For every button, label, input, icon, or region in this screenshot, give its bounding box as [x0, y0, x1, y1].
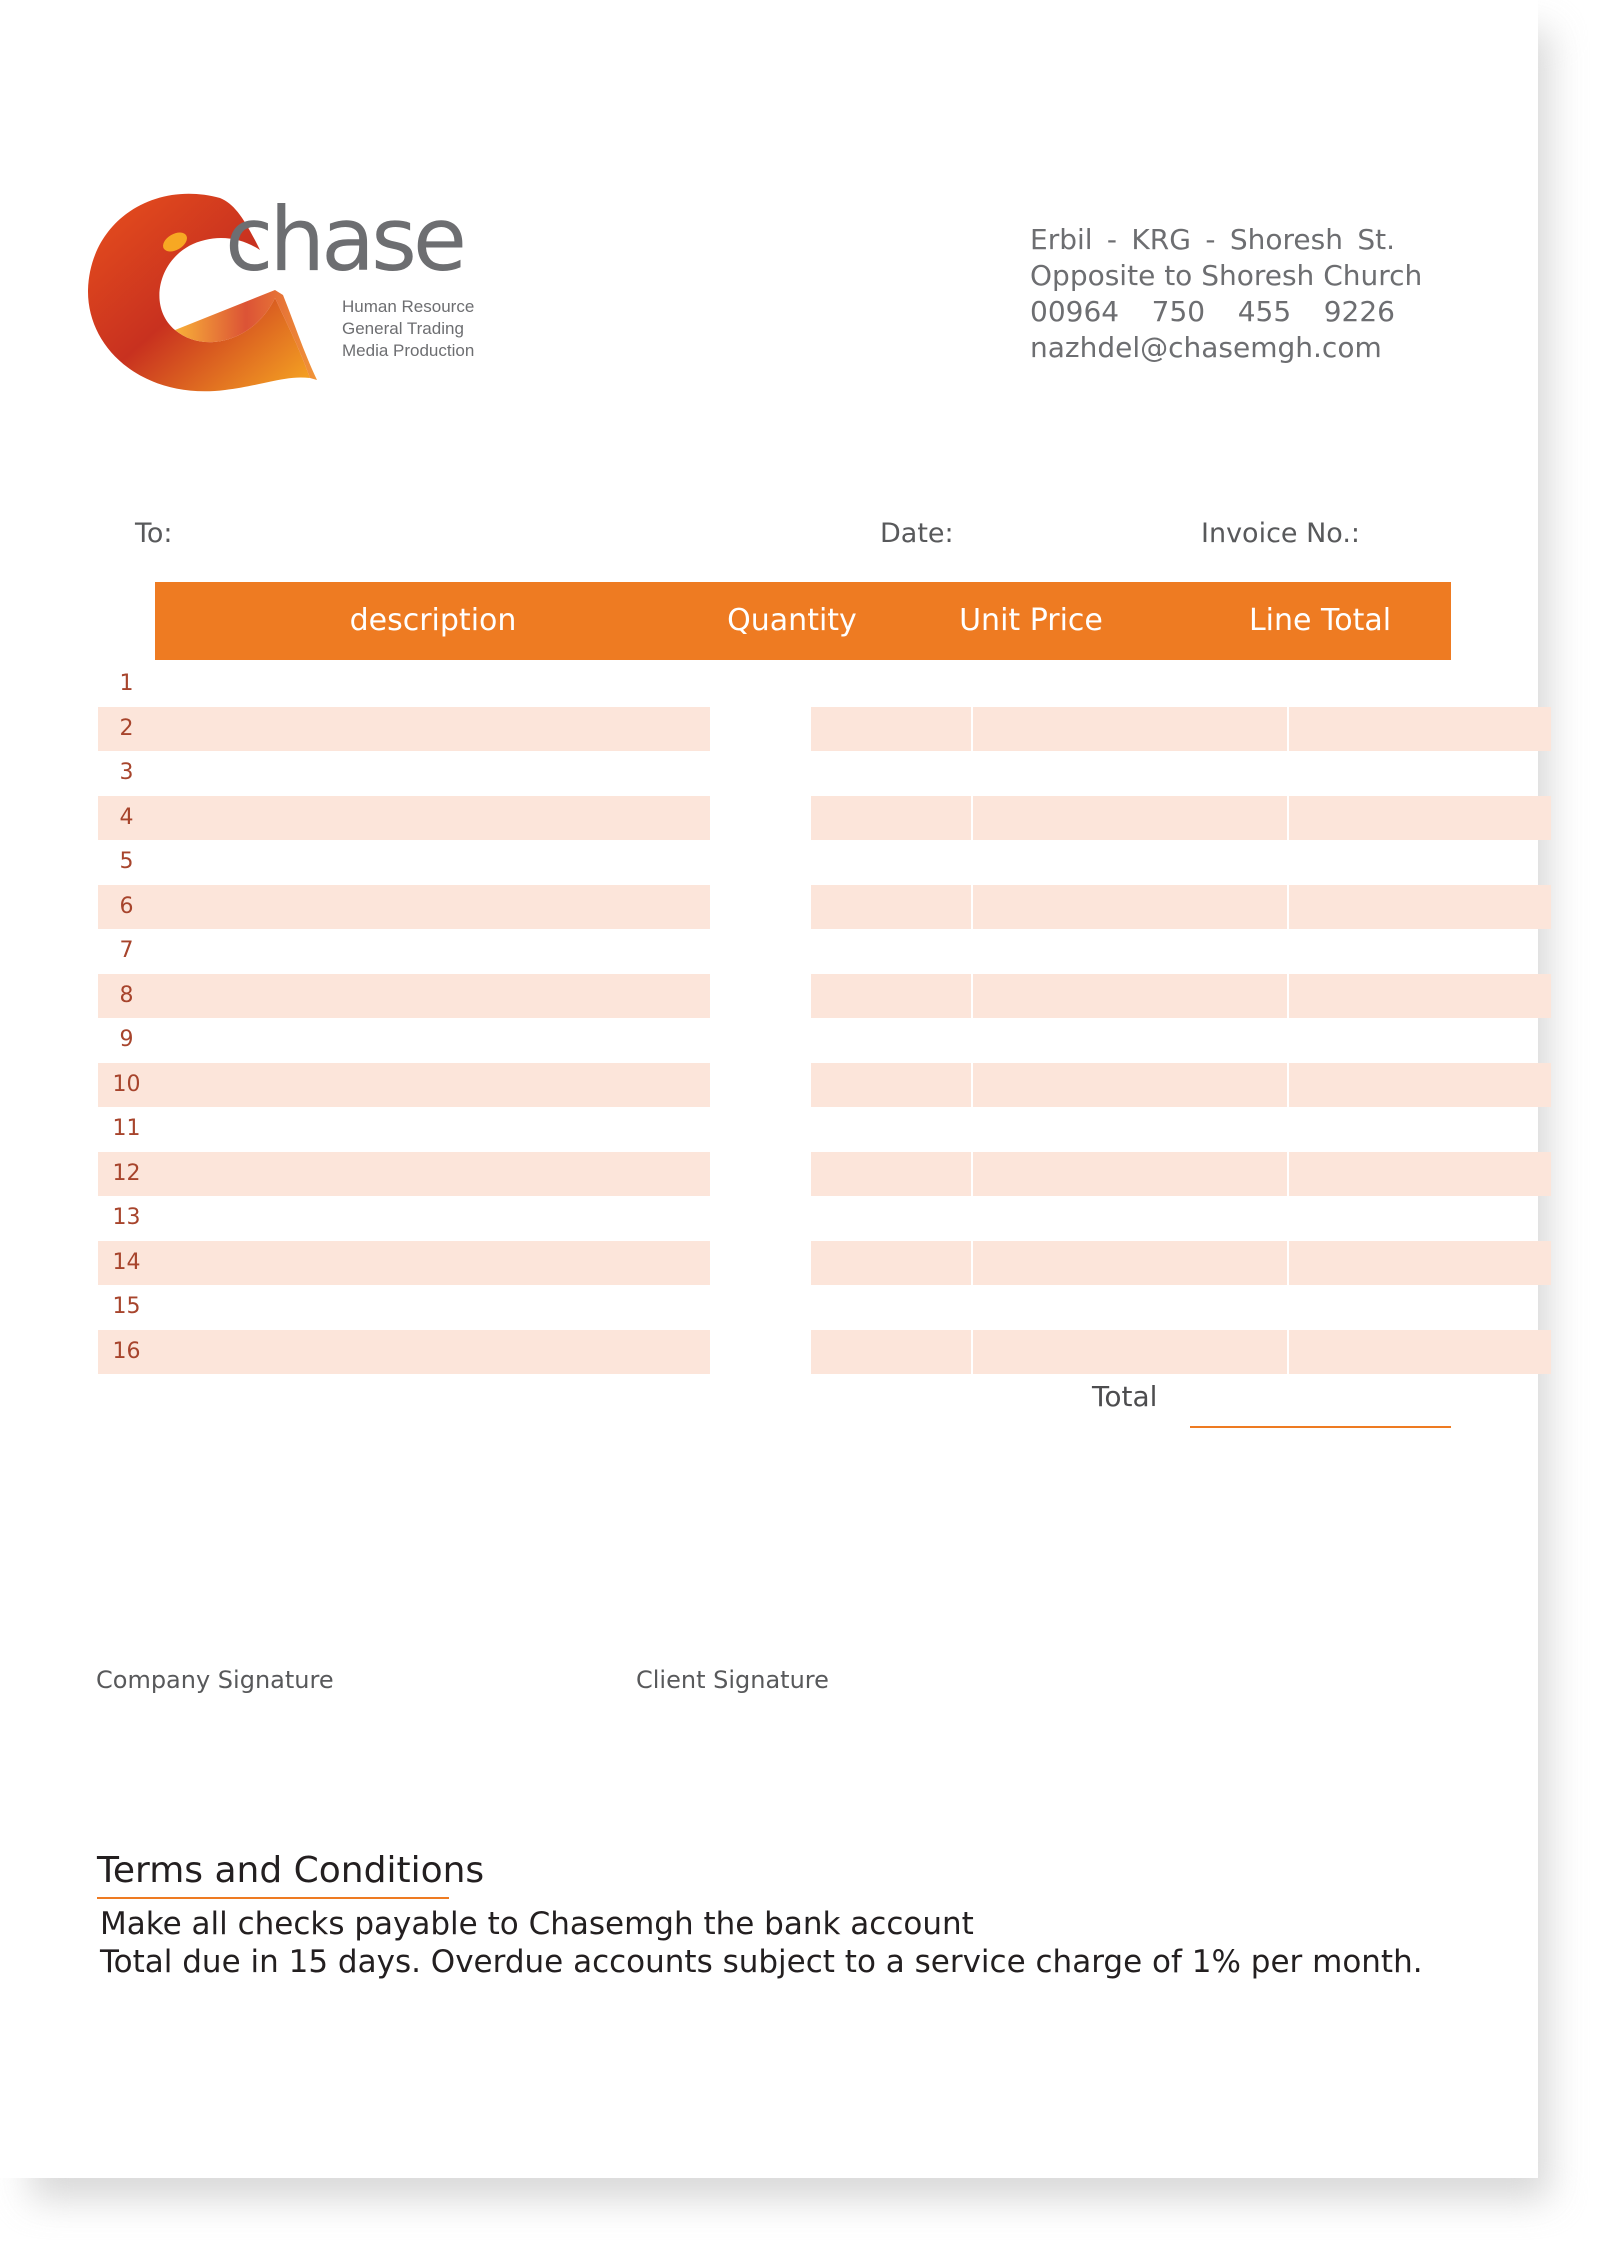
description-cell[interactable] — [155, 1107, 710, 1151]
row-number: 3 — [119, 760, 134, 785]
tagline-media: Media Production — [342, 341, 475, 360]
to-label: To: — [135, 518, 173, 549]
row-number: 7 — [119, 938, 134, 963]
unit-price-cell[interactable] — [973, 796, 1287, 840]
table-row — [98, 662, 1451, 706]
table-row — [98, 1196, 1451, 1240]
description-cell[interactable] — [155, 796, 710, 840]
table-row — [98, 1107, 1451, 1151]
row-number: 1 — [119, 671, 134, 696]
description-cell[interactable] — [155, 1330, 710, 1374]
column-quantity: Quantity — [727, 603, 857, 638]
description-cell[interactable] — [155, 1241, 710, 1285]
quantity-cell[interactable] — [811, 751, 971, 795]
unit-price-cell[interactable] — [973, 1063, 1287, 1107]
row-number: 4 — [98, 796, 155, 840]
table-row — [98, 929, 1451, 973]
quantity-cell[interactable] — [811, 840, 971, 884]
quantity-cell[interactable] — [811, 796, 971, 840]
total-underline — [1190, 1426, 1451, 1428]
brand-name: chase — [225, 188, 464, 291]
row-number: 13 — [112, 1205, 141, 1230]
table-row — [98, 751, 1451, 795]
unit-price-cell[interactable] — [973, 1330, 1287, 1374]
row-number: 5 — [119, 849, 134, 874]
description-cell[interactable] — [155, 1152, 710, 1196]
tagline-trading: General Trading — [342, 319, 464, 338]
quantity-cell[interactable] — [811, 885, 971, 929]
unit-price-cell[interactable] — [973, 929, 1287, 973]
total-label: Total — [1092, 1380, 1158, 1413]
line-total-cell[interactable] — [1289, 885, 1551, 929]
company-signature-label: Company Signature — [96, 1666, 334, 1694]
terms-underline — [97, 1897, 449, 1899]
unit-price-cell[interactable] — [973, 1285, 1287, 1329]
unit-price-cell[interactable] — [973, 840, 1287, 884]
line-total-cell[interactable] — [1289, 1018, 1551, 1062]
column-unit-price: Unit Price — [959, 603, 1103, 638]
unit-price-cell[interactable] — [973, 1018, 1287, 1062]
unit-price-cell[interactable] — [973, 1152, 1287, 1196]
line-total-cell[interactable] — [1289, 1196, 1551, 1240]
tagline-hr: Human Resource — [342, 297, 475, 316]
row-number: 8 — [98, 974, 155, 1018]
table-row — [98, 1063, 1451, 1107]
description-cell[interactable] — [155, 1196, 710, 1240]
description-cell[interactable] — [155, 662, 710, 706]
line-total-cell[interactable] — [1289, 662, 1551, 706]
column-line-total: Line Total — [1248, 603, 1392, 638]
table-row — [98, 796, 1451, 840]
unit-price-cell[interactable] — [973, 974, 1287, 1018]
quantity-cell[interactable] — [811, 707, 971, 751]
row-number: 14 — [98, 1241, 155, 1285]
table-row — [98, 1018, 1451, 1062]
row-number: 2 — [98, 707, 155, 751]
row-number: 16 — [98, 1330, 155, 1374]
table-header — [155, 582, 1451, 660]
quantity-cell[interactable] — [811, 1063, 971, 1107]
line-total-cell[interactable] — [1289, 974, 1551, 1018]
date-label: Date: — [880, 518, 954, 549]
phone-number: 00964 750 455 9226 — [1030, 295, 1395, 328]
line-total-cell[interactable] — [1289, 796, 1551, 840]
line-total-cell[interactable] — [1289, 707, 1551, 751]
description-cell[interactable] — [155, 1018, 710, 1062]
client-signature-label: Client Signature — [636, 1666, 829, 1694]
table-row — [98, 1330, 1451, 1374]
terms-line-1: Make all checks payable to Chasemgh the bank account — [100, 1906, 974, 1942]
description-cell[interactable] — [155, 1063, 710, 1107]
row-number: 11 — [112, 1116, 141, 1141]
email-address: nazhdel@chasemgh.com — [1030, 331, 1382, 364]
line-total-cell[interactable] — [1289, 1107, 1551, 1151]
unit-price-cell[interactable] — [973, 707, 1287, 751]
unit-price-cell[interactable] — [973, 885, 1287, 929]
quantity-cell[interactable] — [811, 1330, 971, 1374]
address-line-2: Opposite to Shoresh Church — [1030, 259, 1423, 292]
table-row — [98, 707, 1451, 751]
quantity-cell[interactable] — [811, 1241, 971, 1285]
unit-price-cell[interactable] — [973, 1107, 1287, 1151]
line-total-cell[interactable] — [1289, 840, 1551, 884]
table-row — [98, 885, 1451, 929]
quantity-cell[interactable] — [811, 929, 971, 973]
row-number: 15 — [112, 1294, 141, 1319]
description-cell[interactable] — [155, 1285, 710, 1329]
line-total-cell[interactable] — [1289, 1330, 1551, 1374]
description-cell[interactable] — [155, 885, 710, 929]
quantity-cell[interactable] — [811, 662, 971, 706]
table-row — [98, 840, 1451, 884]
terms-title: Terms and Conditions — [97, 1850, 485, 1891]
description-cell[interactable] — [155, 751, 710, 795]
line-total-cell[interactable] — [1289, 1241, 1551, 1285]
row-number: 6 — [98, 885, 155, 929]
quantity-cell[interactable] — [811, 1018, 971, 1062]
table-row — [98, 974, 1451, 1018]
line-total-cell[interactable] — [1289, 1063, 1551, 1107]
line-total-cell[interactable] — [1289, 751, 1551, 795]
unit-price-cell[interactable] — [973, 662, 1287, 706]
unit-price-cell[interactable] — [973, 1241, 1287, 1285]
row-number: 10 — [98, 1063, 155, 1107]
description-cell[interactable] — [155, 840, 710, 884]
row-number: 9 — [119, 1027, 134, 1052]
table-row — [98, 1152, 1451, 1196]
description-cell[interactable] — [155, 974, 710, 1018]
quantity-cell[interactable] — [811, 1152, 971, 1196]
description-cell[interactable] — [155, 929, 710, 973]
row-number: 12 — [98, 1152, 155, 1196]
column-description: description — [349, 603, 517, 638]
line-total-cell[interactable] — [1289, 1285, 1551, 1329]
unit-price-cell[interactable] — [973, 1196, 1287, 1240]
address-block — [1030, 222, 1423, 366]
quantity-cell[interactable] — [811, 1285, 971, 1329]
invoice-no-label: Invoice No.: — [1201, 518, 1361, 549]
quantity-cell[interactable] — [811, 974, 971, 1018]
quantity-cell[interactable] — [811, 1196, 971, 1240]
table-row — [98, 1241, 1451, 1285]
quantity-cell[interactable] — [811, 1107, 971, 1151]
terms-line-2: Total due in 15 days. Overdue accounts subject to a service charge of 1% per month. — [100, 1944, 1423, 1980]
line-total-cell[interactable] — [1289, 1152, 1551, 1196]
description-cell[interactable] — [155, 707, 710, 751]
unit-price-cell[interactable] — [973, 751, 1287, 795]
table-row — [98, 1285, 1451, 1329]
line-total-cell[interactable] — [1289, 929, 1551, 973]
address-line-1: Erbil - KRG - Shoresh St. — [1030, 223, 1395, 256]
